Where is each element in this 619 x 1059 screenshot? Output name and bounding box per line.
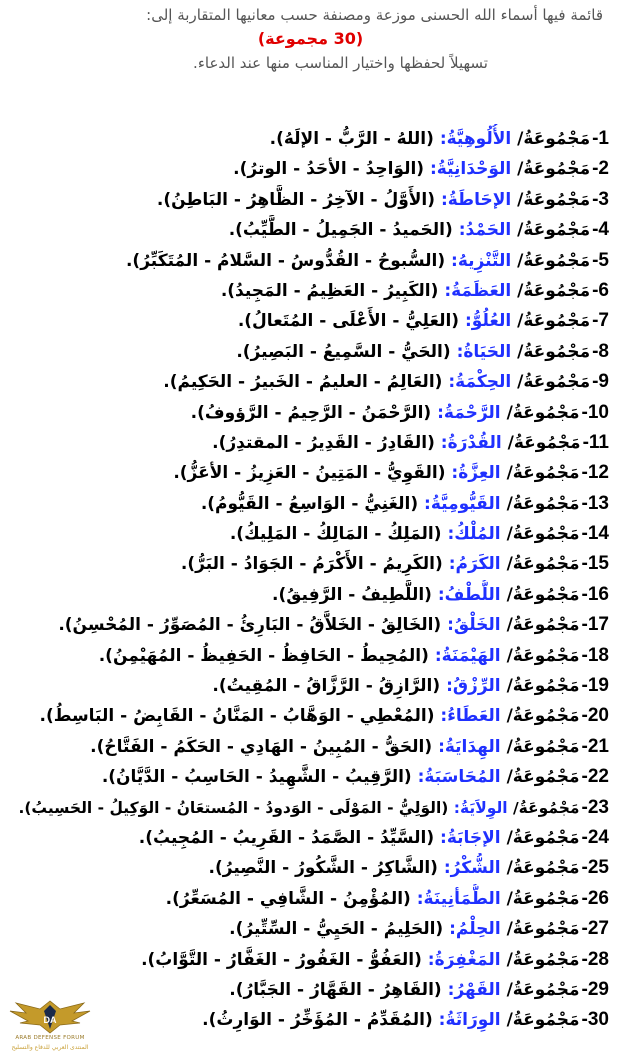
group-prefix: مَجْمُوعَةُ/ (506, 676, 580, 697)
group-names: (العَفُوُّ - الغَفُورُ - الغَفَّارُ - التَّوَّابُ). (141, 949, 422, 970)
group-names: (الشَّاكِرُ - الشَّكُورُ - النَّصِيرُ). (208, 858, 438, 879)
group-names: (السَّيِّدُ - الصَّمَدُ - القَرِيبُ - المُجِيبُ). (138, 827, 435, 848)
group-item (6, 458, 609, 488)
group-topic: الحِلْمُ: (449, 919, 501, 940)
group-item (6, 124, 609, 154)
group-names: (المَلِكُ - المَالِكُ - المَلِيكُ). (229, 524, 442, 545)
group-item (6, 549, 609, 579)
group-count: (30 مجموعة) (257, 29, 364, 48)
group-names: (السُّبوحُ - القُدُّوسُ - السَّلامُ - المُتَكَبِّرُ). (125, 250, 446, 271)
group-prefix: مَجْمُوعَةُ/ (517, 250, 591, 271)
group-item (6, 732, 609, 762)
group-topic: الرِّزْقُ: (446, 676, 501, 697)
group-number: 19- (581, 675, 609, 697)
group-number: 21- (581, 735, 609, 757)
group-prefix: مَجْمُوعَةُ/ (517, 372, 591, 393)
group-names: (الرَّقِيبُ - الشَّهِيدُ - الحَاسِبُ - الدَّيَّانُ). (101, 767, 412, 788)
group-number: 11- (582, 431, 609, 453)
group-prefix: مَجْمُوعَةُ/ (513, 798, 580, 817)
group-topic: العَطَاءُ: (440, 706, 501, 727)
group-item (6, 853, 609, 883)
group-number: 18- (581, 644, 609, 666)
group-topic: الرَّحْمَةُ: (437, 402, 501, 423)
group-number: 7- (592, 310, 609, 332)
group-topic: العُلُوُّ: (465, 311, 512, 332)
group-topic: الهِدَايَةُ: (438, 736, 501, 757)
group-number: 6- (592, 279, 609, 301)
group-names: (اللهُ - الرَّبُّ - الإلَهُ). (269, 129, 434, 149)
group-names: (المُحِيطُ - الحَافِظُ - الحَفِيظُ - المُهَيْمِنُ). (98, 645, 429, 666)
group-topic: الوَحْدَانِيَّةُ: (430, 159, 512, 180)
group-item (6, 914, 609, 944)
group-names: (العَلِيُّ - الأَعْلَى - المُتَعالُ). (237, 311, 460, 332)
group-item (6, 823, 609, 853)
group-topic: التَّنْزِيهُ: (451, 250, 512, 271)
group-prefix: مَجْمُوعَةُ/ (506, 554, 580, 575)
group-prefix: مَجْمُوعَةُ/ (506, 1010, 580, 1031)
group-prefix: مَجْمُوعَةُ/ (506, 888, 580, 909)
group-item (6, 154, 609, 184)
group-prefix: مَجْمُوعَةُ/ (506, 919, 580, 940)
group-names: (المُعْطِي - الوَهَّابُ - المَنَّانُ - القَابِضُ - البَاسِطُ). (39, 706, 435, 727)
group-prefix: مَجْمُوعَةُ/ (506, 524, 580, 545)
group-prefix: مَجْمُوعَةُ/ (506, 706, 580, 727)
group-number: 10- (581, 401, 609, 423)
group-number: 3- (592, 188, 609, 210)
group-prefix: مَجْمُوعَةُ/ (517, 129, 591, 149)
group-topic: الإحَاطَةُ: (440, 189, 512, 210)
group-number: 22- (581, 766, 609, 788)
group-prefix: مَجْمُوعَةُ/ (506, 615, 580, 636)
group-topic: الإجَابَةُ: (440, 827, 501, 848)
group-prefix: مَجْمُوعَةُ/ (506, 736, 580, 757)
group-item (6, 884, 609, 914)
group-topic: الهَيْمَنَةُ: (434, 645, 501, 666)
group-names: (الخَالِقُ - الخَلاَّقُ - البَارِئُ - المُصَوِّرُ - المُحْسِنُ). (58, 615, 442, 636)
group-item (6, 793, 609, 823)
group-prefix: مَجْمُوعَةُ/ (506, 979, 580, 1000)
group-names: (اللَّطِيفُ - الرَّفِيقُ). (271, 584, 432, 605)
group-prefix: مَجْمُوعَةُ/ (506, 402, 580, 423)
group-item (6, 185, 609, 215)
group-topic: الأُلُوهِيَّةُ: (439, 129, 512, 149)
group-number: 20- (581, 705, 609, 727)
group-names: (القَوِيُّ - المَتِينُ - العَزِيزُ - الأعَزُّ). (173, 463, 446, 484)
group-item (6, 519, 609, 549)
group-item (6, 398, 609, 428)
group-item (6, 945, 609, 975)
group-topic: اللُّطْفُ: (437, 584, 501, 605)
group-item (6, 367, 609, 397)
group-prefix: مَجْمُوعَةُ/ (507, 432, 581, 453)
eagle-emblem-icon (6, 995, 94, 1037)
group-topic: القُدْرَةُ: (440, 432, 502, 453)
group-names: (الوَلِيُّ - المَوْلَى - الوَدودُ - المُستعَانُ - الوَكِيلُ - الحَسِيبُ). (18, 798, 449, 817)
group-prefix: مَجْمُوعَةُ/ (517, 220, 591, 241)
group-number: 27- (581, 918, 609, 940)
group-item (6, 428, 609, 458)
group-prefix: مَجْمُوعَةُ/ (517, 311, 591, 332)
group-topic: الحِكْمَةُ: (448, 372, 512, 393)
groups-list (6, 124, 609, 1036)
group-topic: الطُّمَأنِينَةُ: (416, 888, 501, 909)
group-number: 15- (581, 553, 609, 575)
group-topic: القَهْرُ: (447, 979, 501, 1000)
group-prefix: مَجْمُوعَةُ/ (517, 159, 591, 180)
group-item (6, 975, 609, 1005)
group-number: 17- (581, 614, 609, 636)
group-prefix: مَجْمُوعَةُ/ (517, 189, 591, 210)
group-topic: المُحَاسَبَةُ: (417, 767, 501, 788)
group-topic: العَظَمَةُ: (444, 280, 512, 301)
group-prefix: مَجْمُوعَةُ/ (506, 767, 580, 788)
group-names: (الرَّازِقُ - الرَّزَّاقُ - المُقِيتُ). (212, 676, 441, 697)
group-item (6, 276, 609, 306)
group-names: (الحَلِيمُ - الحَيِيُّ - السِّتِّيرُ). (229, 919, 444, 940)
group-number: 5- (592, 249, 609, 271)
group-number: 2- (592, 158, 609, 180)
group-names: (الحَيُّ - السَّمِيعُ - البَصِيرُ). (236, 341, 451, 362)
group-names: (الكَبِيرُ - العَظِيمُ - المَجِيدُ). (220, 280, 439, 301)
group-number: 23- (581, 796, 609, 818)
group-number: 30- (581, 1009, 609, 1031)
intro-text: قائمة فيها أسماء الله الحسنى موزعة ومصنفة حسب معانيها المتقاربة إلى: (146, 6, 603, 24)
group-item (6, 1005, 609, 1035)
group-topic: العِزَّةُ: (451, 463, 501, 484)
group-item (6, 671, 609, 701)
group-prefix: مَجْمُوعَةُ/ (517, 341, 591, 362)
group-number: 13- (581, 492, 609, 514)
group-item (6, 641, 609, 671)
group-prefix: مَجْمُوعَةُ/ (506, 949, 580, 970)
group-prefix: مَجْمُوعَةُ/ (506, 858, 580, 879)
group-names: (الحَقُّ - المُبِينُ - الهَادِي - الحَكَمُ - الفَتَّاحُ). (90, 736, 433, 757)
group-prefix: مَجْمُوعَةُ/ (506, 584, 580, 605)
group-topic: الشُّكْرُ: (443, 858, 501, 879)
group-prefix: مَجْمُوعَةُ/ (506, 827, 580, 848)
group-item (6, 489, 609, 519)
group-topic: القَيُّومِيَّةُ: (424, 493, 501, 514)
group-item (6, 701, 609, 731)
logo-name-ar: المنتدى العربي للدفاع والتسليح (11, 1044, 89, 1051)
group-prefix: مَجْمُوعَةُ/ (506, 463, 580, 484)
group-topic: الوِلاَيَةُ: (453, 798, 508, 817)
group-prefix: مَجْمُوعَةُ/ (506, 493, 580, 514)
group-number: 16- (581, 583, 609, 605)
group-number: 25- (581, 857, 609, 879)
group-number: 14- (581, 523, 609, 545)
group-topic: المُلْكُ: (447, 524, 501, 545)
group-number: 9- (592, 371, 609, 393)
group-number: 12- (581, 462, 609, 484)
group-item (6, 337, 609, 367)
group-names: (القَاهِرُ - القَهَّارُ - الجَبَّارُ). (229, 979, 442, 1000)
group-number: 4- (592, 219, 609, 241)
group-prefix: مَجْمُوعَةُ/ (517, 280, 591, 301)
group-number: 8- (592, 340, 609, 362)
group-names: (الوَاحِدُ - الأحَدُ - الوترُ). (233, 159, 425, 180)
group-item (6, 580, 609, 610)
group-topic: الخَلْقُ: (447, 615, 501, 636)
group-prefix: مَجْمُوعَةُ/ (506, 645, 580, 666)
group-topic: المَغْفِرَةُ: (427, 949, 501, 970)
group-names: (الكَرِيمُ - الأَكْرَمُ - الجَوَادُ - البَرُّ). (180, 554, 443, 575)
group-number: 29- (581, 978, 609, 1000)
group-names: (العَالِمُ - العليمُ - الخَبيرُ - الحَكِيمُ). (163, 372, 443, 393)
group-item (6, 762, 609, 792)
group-names: (الغَنِيُّ - الوَاسِعُ - القَيُّومُ). (200, 493, 419, 514)
group-names: (الحَميدُ - الجَمِيلُ - الطَّيِّبُ). (228, 220, 453, 241)
logo-name-en: ARAB DEFENSE FORUM (15, 1035, 85, 1041)
watermark-logo (6, 995, 94, 1059)
group-number: 24- (581, 826, 609, 848)
group-number: 26- (581, 887, 609, 909)
group-topic: الحَيَاةُ: (456, 341, 512, 362)
group-item (6, 610, 609, 640)
intro-subtext: تسهيلاً لحفظها واختيار المناسب منها عند الدعاء. (193, 54, 488, 72)
group-topic: الوِرَاثَةُ: (438, 1010, 501, 1031)
group-names: (الأَوَّلُ - الآخِرُ - الظَّاهِرُ - البَاطِنُ). (156, 189, 436, 210)
group-topic: الكَرَمُ: (448, 554, 501, 575)
group-names: (المُؤْمِنُ - الشَّافِي - المُسَعِّرُ). (165, 888, 411, 909)
group-item (6, 246, 609, 276)
group-number: 28- (581, 948, 609, 970)
group-topic: الحَمْدُ: (458, 220, 512, 241)
group-item (6, 215, 609, 245)
group-names: (المُقَدِّمُ - المُؤَخِّرُ - الوَارِثُ). (202, 1010, 433, 1031)
logo-initials: DA (43, 1015, 57, 1025)
group-names: (الرَّحْمَنُ - الرَّحِيمُ - الرَّؤوفُ). (190, 402, 432, 423)
group-number: 1- (592, 128, 609, 149)
group-names: (القَادِرُ - القَدِيرُ - المقتدِرُ). (212, 432, 435, 453)
group-item (6, 306, 609, 336)
